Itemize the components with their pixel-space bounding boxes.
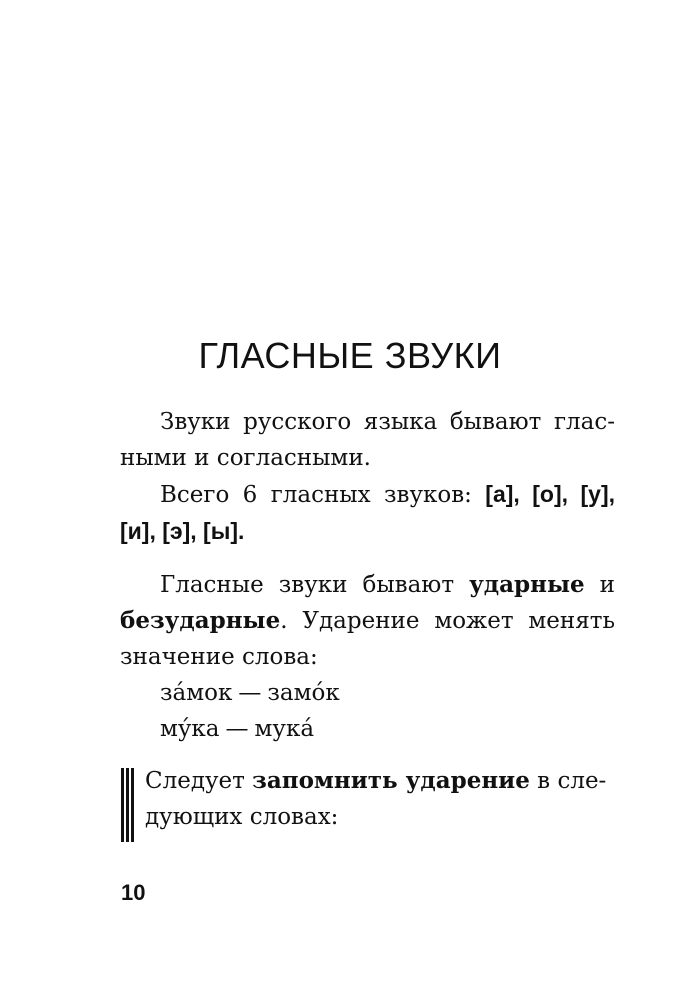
paragraph-line <box>120 603 615 639</box>
plain-text: в сле- <box>529 768 607 794</box>
rule-bar <box>121 768 124 842</box>
page-title: ГЛАСНЫЕ ЗВУКИ <box>198 335 502 376</box>
paragraph-line: значение слова: <box>120 644 318 670</box>
em-dash: — <box>225 716 249 742</box>
paragraph-line <box>120 476 615 513</box>
paragraph-line <box>120 567 615 603</box>
example-word: за́мок <box>160 680 233 706</box>
plain-text: Гласные звуки бывают <box>160 572 470 598</box>
example-pair <box>160 675 340 711</box>
paragraph-line: дующих словах: <box>145 804 339 830</box>
vowel-list-part2: [и], [э], [ы]. <box>120 518 245 544</box>
em-dash: — <box>238 680 262 706</box>
example-word: мука́ <box>254 716 315 742</box>
rule-bar <box>126 768 129 842</box>
page-number: 10 <box>121 880 146 905</box>
rule-marker-bars <box>121 768 135 842</box>
paragraph-sounds-intro <box>120 404 615 476</box>
plain-text: и <box>584 572 616 598</box>
paragraph-stress <box>120 567 615 675</box>
term-stressed: ударные <box>469 571 585 598</box>
term-unstressed: безударные <box>120 607 281 634</box>
rule-emphasis: запомнить ударение <box>252 767 530 794</box>
rule-paragraph <box>145 763 607 835</box>
example-pair <box>160 711 314 747</box>
paragraph-vowel-count <box>120 476 615 549</box>
paragraph-line <box>145 763 607 799</box>
example-word: му́ка <box>160 716 220 742</box>
plain-text: . Ударение может менять <box>280 608 615 634</box>
plain-text: Следует <box>145 768 253 794</box>
paragraph-line: ными и согласными. <box>120 445 371 471</box>
paragraph-line: Звуки русского языка бывают глас- <box>160 409 615 435</box>
rule-bar <box>131 768 134 842</box>
vowel-count-text: Всего 6 гласных звуков: <box>160 482 486 508</box>
example-word: замо́к <box>267 680 340 706</box>
vowel-list-part1: [а], [о], [у], <box>485 481 615 507</box>
